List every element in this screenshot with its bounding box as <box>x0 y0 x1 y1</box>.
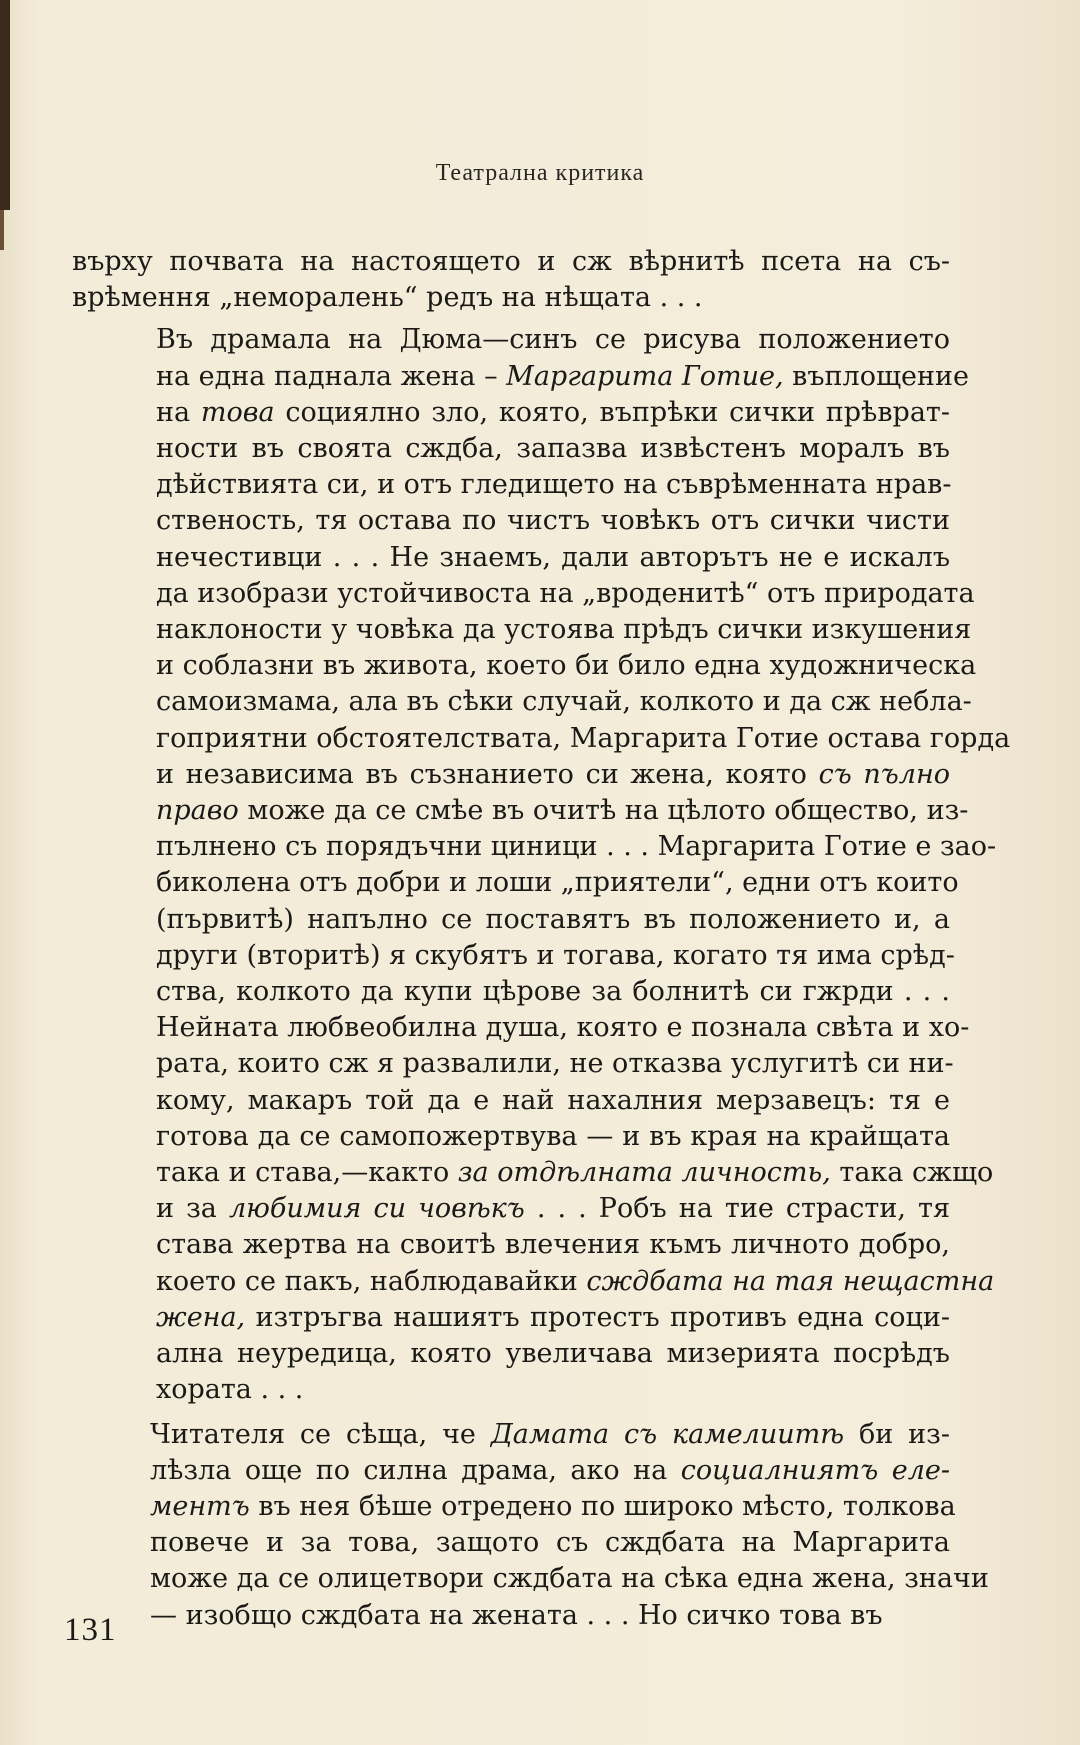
text-segment: биколена отъ добри и лоши „приятели“, едни отъ които <box>156 867 959 899</box>
text-segment: наклоности у човѣка да устоява прѣдъ сички изкушения <box>156 614 972 646</box>
text-segment: ственость, тя остава по чистъ човѣкъ отъ сички чисти <box>156 505 950 537</box>
paragraph-3 <box>72 1417 989 1634</box>
italic-text: съ пълно <box>818 758 950 790</box>
text-line <box>72 1264 995 1300</box>
text-line <box>72 612 972 648</box>
binding-edge-shadow <box>0 210 4 250</box>
text-line <box>72 467 950 503</box>
text-segment: пълнено съ порядъчни циници . . . Маргарита Готие е зао- <box>156 831 997 863</box>
running-head: Театрална критика <box>435 160 645 186</box>
text-segment: (първитѣ) напълно се поставятъ въ положението и, а <box>156 903 950 935</box>
text-line <box>72 1046 954 1082</box>
text-line <box>72 244 950 280</box>
text-segment: — изобщо сждбата на жената . . . Но сичко това въ <box>150 1599 883 1631</box>
text-segment: Читателя се сѣща, че <box>150 1418 491 1450</box>
text-line <box>72 1300 950 1336</box>
text-line <box>72 902 950 938</box>
italic-text: Маргарита Готие, <box>506 360 784 392</box>
text-segment: лѣзла още по силна драма, ако на <box>150 1454 681 1486</box>
text-segment: повече и за това, защото съ сждбата на Маргарита <box>150 1527 950 1559</box>
text-segment: гоприятни обстоятелствата, Маргарита Готие остава горда <box>156 722 1011 754</box>
text-segment: може да се смѣе въ очитѣ на цѣлото общество, из- <box>238 795 969 827</box>
text-line <box>72 1453 950 1489</box>
text-line <box>72 395 950 431</box>
text-segment: рата, които сж я развалили, не отказва услугитѣ си ни- <box>156 1048 954 1080</box>
text-segment: хората . . . <box>156 1374 304 1406</box>
text-line <box>72 1489 956 1525</box>
italic-text: това <box>200 396 275 428</box>
italic-text: любимия си човѣкъ <box>228 1193 525 1225</box>
text-line <box>72 648 977 684</box>
text-line <box>72 322 950 358</box>
text-line <box>72 1155 994 1191</box>
text-line <box>72 829 997 865</box>
text-segment: Нейната любвеобилна душа, която е познала свѣта и хо- <box>156 1012 970 1044</box>
text-line <box>72 1561 989 1597</box>
text-segment: ства, колкото да купи цѣрове за болнитѣ си гжрди . . . <box>156 976 950 1008</box>
text-segment: което се пакъ, наблюдавайки <box>156 1265 587 1297</box>
text-line <box>72 576 975 612</box>
text-segment: върху почвата на настоящето и сж вѣрнитѣ псета на съ- <box>72 246 950 277</box>
text-segment: . . . Робъ на тие страсти, тя <box>524 1193 950 1225</box>
page-number: 131 <box>64 1612 117 1648</box>
text-line <box>72 280 950 316</box>
text-line <box>72 359 970 395</box>
text-line <box>72 1227 950 1263</box>
italic-text: социалниятъ еле- <box>680 1454 950 1486</box>
text-segment: самоизмама, ала въ сѣки случай, колкото и да сж небла- <box>156 686 972 718</box>
text-segment: и соблазни въ живота, което би било една художническа <box>156 650 977 682</box>
italic-text: ментъ <box>150 1490 250 1522</box>
italic-text: право <box>156 795 239 827</box>
italic-text: сждбата на тая нещастна <box>586 1265 995 1297</box>
text-segment: изтръгва нашиятъ протестъ противъ една соци- <box>245 1301 950 1333</box>
text-line <box>72 1010 970 1046</box>
text-segment: ална неуредица, която увеличава мизерията посрѣдъ <box>156 1338 950 1370</box>
italic-text: за отдѣлната личность, <box>457 1157 831 1189</box>
text-segment: Въ драмала на Дюма—синъ се рисува положението <box>156 324 950 356</box>
text-segment: готова да се самопожертвува — и въ края на крайщата <box>156 1120 950 1152</box>
text-line <box>72 1598 950 1634</box>
text-segment: така и става,—както <box>156 1157 458 1189</box>
body-text <box>72 244 1011 1634</box>
text-line <box>72 938 955 974</box>
text-segment: на една паднала жена – <box>156 360 507 392</box>
text-segment: става жертва на своитѣ влечения къмъ личното добро, <box>156 1229 950 1261</box>
text-segment: би из- <box>844 1418 951 1450</box>
text-segment: да изобрази устойчивоста на „вроденитѣ“ отъ природата <box>156 577 975 609</box>
text-line <box>72 757 950 793</box>
text-segment: и за <box>156 1193 229 1225</box>
text-segment: на <box>156 396 201 428</box>
text-line <box>72 684 972 720</box>
text-segment: и независима въ съзнанието си жена, която <box>156 758 819 790</box>
text-segment: врѣмення „неморалень“ редъ на нѣщата . . . <box>72 282 703 314</box>
text-segment: може да се олицетвори сждбата на сѣка една жена, значи <box>150 1563 989 1595</box>
text-line <box>72 431 950 467</box>
paragraph-2 <box>72 322 1011 1408</box>
text-line <box>72 540 950 576</box>
text-line <box>72 865 959 901</box>
text-segment: ности въ своята сждба, запазва извѣстенъ моралъ въ <box>156 433 950 465</box>
text-line <box>72 1083 950 1119</box>
text-line <box>72 1525 950 1561</box>
text-line <box>72 503 950 539</box>
text-segment: въ нея бѣше отредено по широко мѣсто, толкова <box>249 1490 956 1522</box>
italic-text: Дамата съ камелиитѣ <box>490 1418 845 1450</box>
text-segment: дѣйствията си, и отъ гледището на съврѣменната нрав- <box>156 469 952 501</box>
text-segment: въплощение <box>783 360 970 392</box>
text-segment: социялно зло, която, въпрѣки сички прѣврат- <box>274 396 950 428</box>
text-segment: така сжщо <box>830 1157 994 1189</box>
italic-text: жена, <box>156 1301 246 1333</box>
text-segment: нечестивци . . . Не знаемъ, дали авторътъ не е искалъ <box>156 541 950 573</box>
text-line <box>72 1119 950 1155</box>
text-segment: кому, макаръ той да е най нахалния мерзавецъ: тя е <box>156 1084 950 1116</box>
text-line <box>72 1191 950 1227</box>
text-line <box>72 1417 950 1453</box>
text-segment: други (вторитѣ) я скубятъ и тогава, когато тя има срѣд- <box>156 939 955 971</box>
text-line <box>72 1372 950 1408</box>
paragraph-1 <box>72 244 950 316</box>
text-line <box>72 1336 950 1372</box>
text-line <box>72 721 1011 757</box>
text-line <box>72 974 950 1010</box>
text-line <box>72 793 969 829</box>
